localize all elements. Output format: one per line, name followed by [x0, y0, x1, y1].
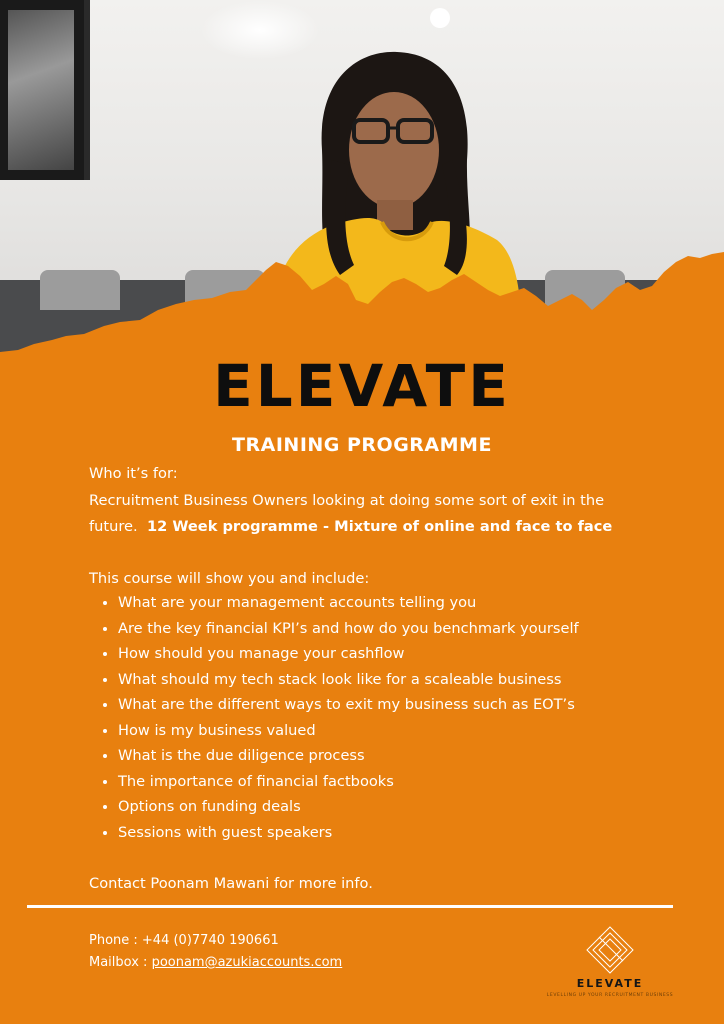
logo-wordmark: ELEVATE — [576, 977, 644, 990]
list-item: • What are your management accounts telling you — [118, 590, 698, 616]
list-item: • How should you manage your cashflow — [118, 641, 698, 667]
logo-tagline: LEVELLING UP YOUR RECRUITMENT BUSINESS — [546, 993, 674, 998]
audience-description — [89, 488, 659, 539]
mailbox-label: Mailbox : — [89, 955, 152, 970]
email-link[interactable]: poonam@azukiaccounts.com — [151, 955, 343, 970]
list-item: • Sessions with guest speakers — [118, 820, 698, 846]
list-item: • How is my business valued — [118, 718, 698, 744]
diamond-logo-icon — [545, 925, 675, 977]
audience-text: Recruitment Business Owners looking at doing some sort of exit in the future. — [89, 492, 605, 535]
phone-number: Phone : +44 (0)7740 190661 — [89, 933, 279, 948]
divider — [27, 905, 673, 908]
list-item: • The importance of financial factbooks — [118, 769, 698, 795]
page-title: ELEVATE — [213, 352, 511, 420]
programme-summary: 12 Week programme - Mixture of online and face to face — [146, 517, 613, 535]
list-item: • Options on funding deals — [118, 794, 698, 820]
contact-line: Contact Poonam Mawani for more info. — [89, 875, 373, 892]
audience-label: Who it’s for: — [89, 465, 178, 482]
page-subtitle: TRAINING PROGRAMME — [232, 434, 492, 456]
list-item: • What should my tech stack look like for a scaleable business — [118, 667, 698, 693]
list-item: • What is the due diligence process — [118, 743, 698, 769]
course-topics-list — [89, 590, 698, 845]
elevate-logo — [545, 925, 675, 1015]
course-lead: This course will show you and include: — [89, 570, 370, 587]
mailbox-line — [89, 952, 342, 973]
list-item: • What are the different ways to exit my business such as EOT’s — [118, 692, 698, 718]
list-item: • Are the key financial KPI’s and how do you benchmark yourself — [118, 616, 698, 642]
